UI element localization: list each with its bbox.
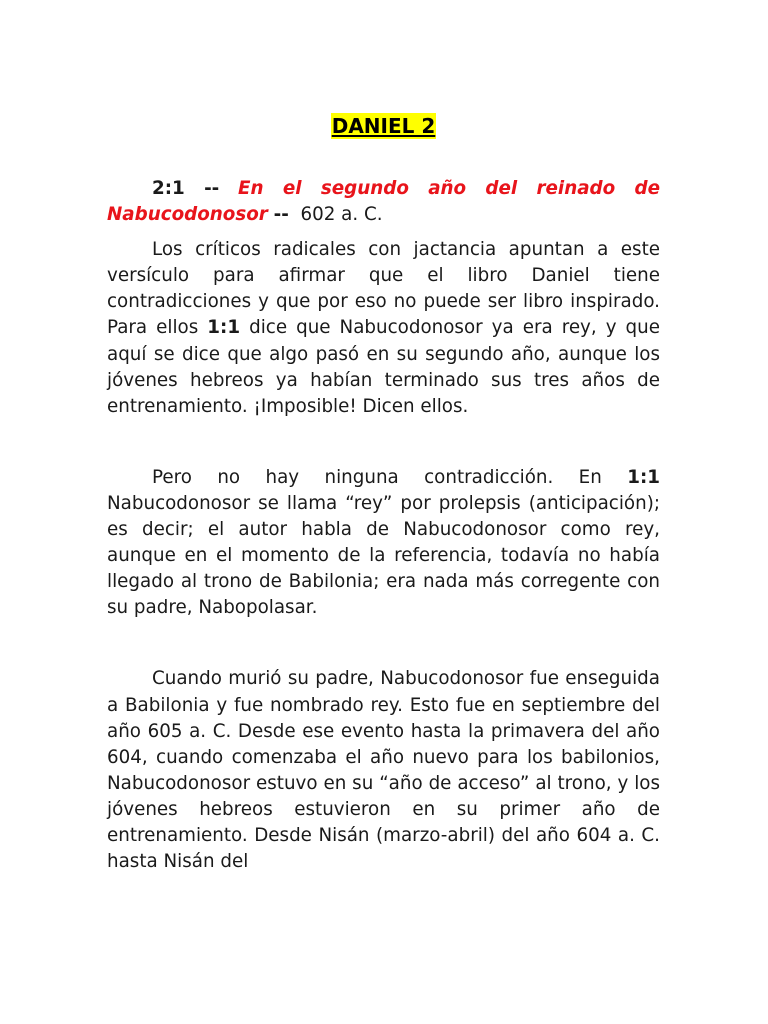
title-wrap xyxy=(107,113,660,139)
page-title: DANIEL 2 xyxy=(331,114,436,138)
verse-separator: -- xyxy=(273,204,289,226)
paragraph-2-text-a: Pero no hay ninguna contradicción. En xyxy=(152,466,602,488)
verse-quote: En el segundo año del reinado de Nabucodonosor xyxy=(107,178,660,226)
paragraph-3 xyxy=(107,666,660,875)
verse-date: 602 a. C. xyxy=(300,204,383,226)
paragraph-1-reference: 1:1 xyxy=(207,317,241,339)
paragraph-2-text-b: Nabucodonosor se llama “rey” por prolepsis (anticipación); es decir; el autor habla de Nabucodonosor como rey, aunque en el momento de la referencia, todavía no había llegado al trono de Babilonia; era nada más corregente con su padre, Nabopolasar. xyxy=(107,492,660,619)
document-body xyxy=(107,176,660,875)
paragraph-3-text: Cuando murió su padre, Nabucodonosor fue enseguida a Babilonia y fue nombrado rey. Esto fue en septiembre del año 605 a. C. Desde ese evento hasta la primavera del año 604, cuando comenzaba el año nuevo para los babilonios, Nabucodonosor estuvo en su “año de acceso” al trono, y los jóvenes hebreos estuvieron en su primer año de entrenamiento. Desde Nisán (marzo-abril) del año 604 a. C. hasta Nisán del xyxy=(107,668,660,873)
paragraph-1 xyxy=(107,237,660,420)
paragraph-1-text-a: Los críticos radicales con jactancia apuntan a este versículo para afirmar que el libro Daniel tiene contradicciones y que por eso no puede ser libro inspirado. Para ellos xyxy=(107,239,660,339)
paragraph-2 xyxy=(107,465,660,622)
paragraph-1-text-b: dice que Nabucodonosor ya era rey, y que aquí se dice que algo pasó en su segundo año, aunque los jóvenes hebreos ya habían terminado sus tres años de entrenamiento. ¡Imposible! Dicen ellos. xyxy=(107,317,660,417)
paragraph-2-reference: 1:1 xyxy=(627,466,660,488)
verse-reference: 2:1 -- xyxy=(152,178,220,199)
verse-heading xyxy=(107,176,660,228)
